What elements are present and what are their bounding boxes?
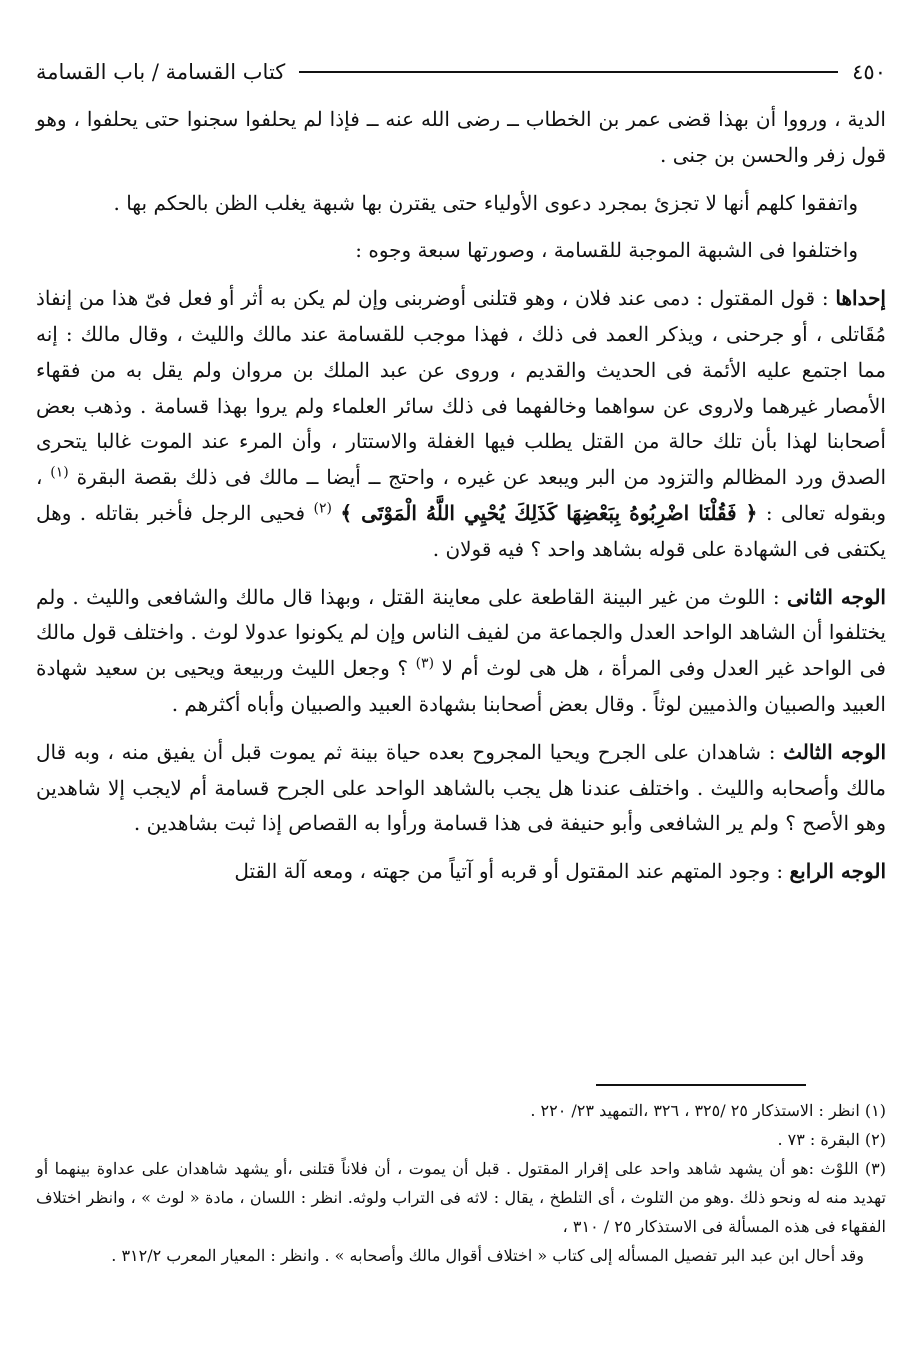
paragraph-text: : وجود المتهم عند المقتول أو قربه أو آتياً من جهته ، ومعه آلة القتل bbox=[234, 859, 790, 884]
main-text bbox=[36, 102, 886, 890]
paragraph-text: : اللوث من غير البينة القاطعة على معاينة القتل ، وبهذا قال مالك والشافعى والليث . ولم يختلفوا أن الشاهد الواحد العدل والجماعة من لفيف الناس وإن لم يكونوا عدولا لوث . واختلف قول مالك فى الواحد غير العدل وفى المرأة ، هل هى لوث أم لا bbox=[36, 584, 886, 681]
footnote-ref: (٣) bbox=[415, 655, 435, 672]
footnote-3: (٣) اللوْث :هو أن يشهد شاهد واحد على إقرار المقتول . قبل أن يموت ، أن فلاناً قتلنى ،أو يشهد شاهدان على عداوة بينهما أو تهديد منه له ونحو ذلك .وهو من التلوث ، أى التلطخ ، يقال : لاثه فى التراب ولوثه. انظر : اللسان ، مادة « لوث » ، وانظر اختلاف الفقهاء فى هذه المسألة فى الاستذكار ٢٥ / ٣١٠ ، bbox=[36, 1159, 886, 1236]
footnote-2: (٢) البقرة : ٧٣ . bbox=[777, 1130, 886, 1149]
paragraph: واختلفوا فى الشبهة الموجبة للقسامة ، وصورتها سبعة وجوه : bbox=[355, 238, 858, 263]
footnote-ref: (٢) bbox=[313, 500, 332, 517]
paragraph-second-aspect bbox=[36, 580, 886, 723]
aspect-heading: الوجه الثالث bbox=[783, 739, 886, 764]
footnotes bbox=[36, 1096, 886, 1270]
page bbox=[36, 50, 886, 902]
paragraph-text: : قول المقتول : دمى عند فلان ، وهو قتلنى أوضربنى وإن لم يكن به أثر أو فعل فىّ هذا من إنفاذ مُقَاتلى ، أو جرحنى ، ويذكر العمد فى ذلك ، فهذا موجب للقسامة عند مالك والليث ، وقال مالك : إنه مما اجتمع عليه الأئمة فى الحديث والقديم ، وروى عن عبد الملك بن مروان ولم يقل به من فقهاء الأمصار غيرهما ولاروى عن سواهما وخالفهما فى ذلك سائر العلماء ولم يروا بهذا قسامة . وذهب بعض أصحابنا لهذا بأن تلك حالة من القتل يطلب فيها الغفلة والاستتار ، وأن المرء عند الموت غالبا يتحرى الصدق ورد المظالم والتزود من البر ويبعد عن غيره ، واحتج ــ أيضا ــ مالك فى ذلك بقصة البقرة bbox=[36, 286, 887, 490]
paragraph-text: فحيى الرجل فأخبر بقاتله . وهل يكتفى فى الشهادة على قوله بشاهد واحد ؟ فيه قولان . bbox=[36, 500, 886, 561]
footnote-ref: (١) bbox=[50, 464, 69, 481]
aspect-heading: إحداها bbox=[835, 286, 886, 311]
running-title: كتاب القسامة / باب القسامة bbox=[36, 60, 286, 84]
aspect-heading: الوجه الرابع bbox=[789, 859, 886, 884]
paragraph: الدية ، ورووا أن بهذا قضى عمر بن الخطاب ــ رضى الله عنه ــ فإذا لم يحلفوا سجنوا حتى يحلفوا ، وهو قول زفر والحسن بن جنى . bbox=[36, 107, 886, 167]
footnote-divider bbox=[596, 1084, 806, 1086]
aspect-heading: الوجه الثانى bbox=[786, 584, 886, 609]
header-rule bbox=[299, 71, 838, 73]
paragraph-third-aspect bbox=[36, 735, 886, 842]
paragraph-text: ؟ وجعل الليث وربيعة ويحيى بن سعيد شهادة العبيد والصبيان والذميين لوثاً . وقال بعض أصحابنا بشهادة العبيد والصبيان وأباه أكثرهم . bbox=[36, 656, 886, 716]
quran-verse: ﴿ فَقُلْنَا اضْرِبُوهُ بِبَعْضِهَا كَذَلِكَ يُحْيِي اللَّهُ الْمَوْتَى ﴾ bbox=[340, 500, 758, 525]
paragraph-text: ، وبقوله تعالى : bbox=[36, 465, 887, 525]
page-number: ٤٥٠ bbox=[852, 60, 886, 84]
paragraph-first-aspect bbox=[36, 281, 886, 567]
paragraph: واتفقوا كلهم أنها لا تجزئ بمجرد دعوى الأولياء حتى يقترن بها شبهة يغلب الظن بالحكم بها . bbox=[113, 190, 858, 215]
footnote-1: (١) انظر : الاستذكار ٢٥ /٣٢٥ ، ٣٢٦ ،التمهيد ٢٣/ ٢٢٠ . bbox=[530, 1101, 886, 1120]
paragraph-fourth-aspect bbox=[36, 854, 886, 890]
page-header bbox=[36, 50, 886, 94]
footnote-3-continued: وقد أحال ابن عبد البر تفصيل المسأله إلى كتاب « اختلاف أقوال مالك وأصحابه » . وانظر : المعيار المعرب ٣١٢/٢ . bbox=[111, 1246, 864, 1265]
paragraph-text: : شاهدان على الجرح ويحيا المجروح بعده حياة بينة ثم يموت قبل أن يفيق منه ، وبه قال مالك وأصحابه والليث . واختلف عندنا هل يجب بالشاهد الواحد على الجرح قسامة أم لايجب إلا شاهدين وهو الأصح ؟ ولم ير الشافعى وأبو حنيفة فى هذا قسامة ورأوا به القصاص إذا ثبت بشاهدين . bbox=[36, 739, 886, 836]
